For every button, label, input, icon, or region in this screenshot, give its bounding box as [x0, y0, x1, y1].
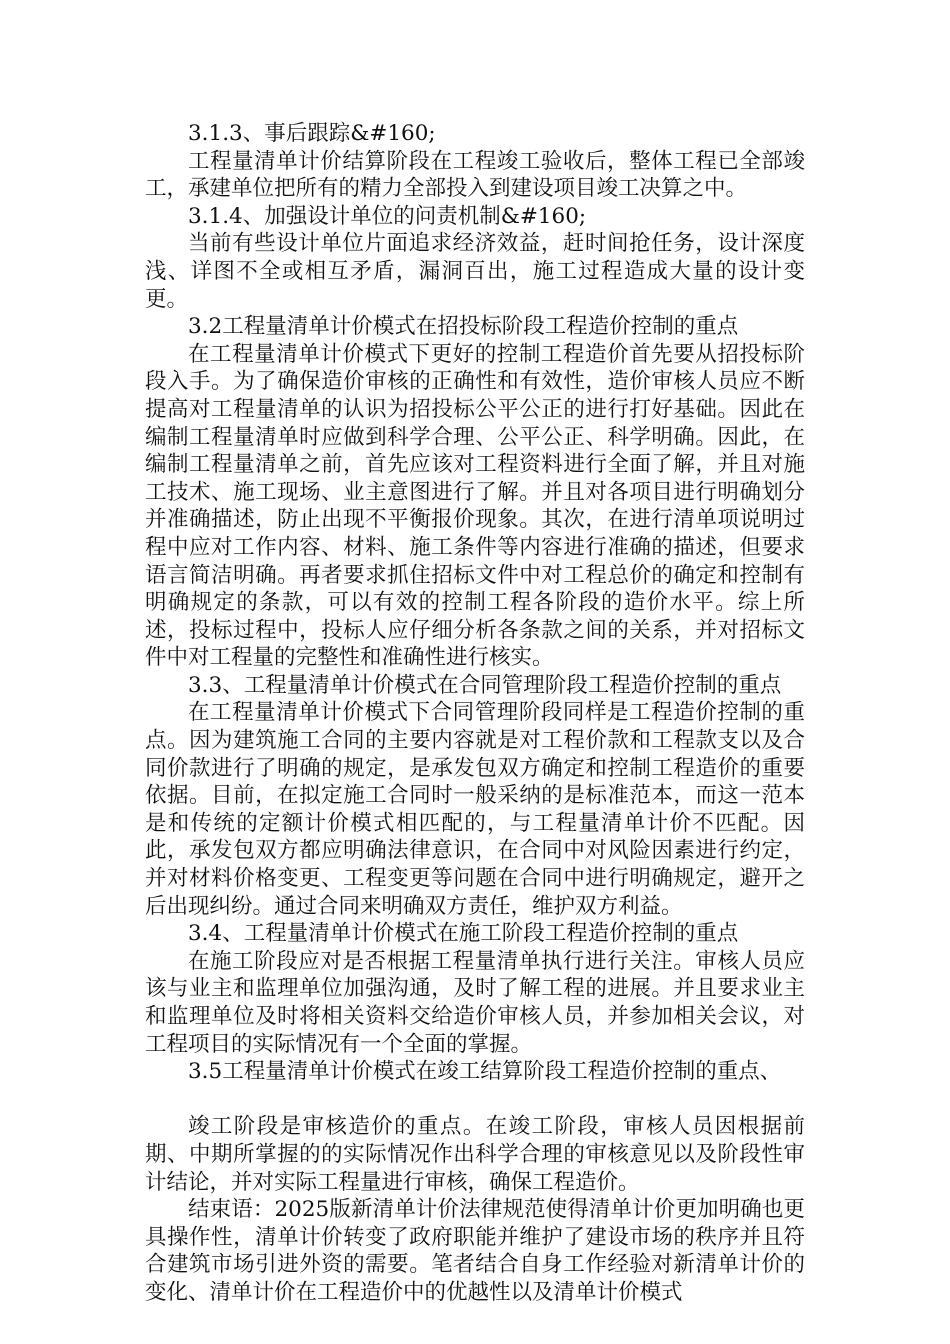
subheading-3-3: 3.3、工程量清单计价模式在合同管理阶段工程造价控制的重点 — [188, 672, 782, 698]
subheading-3-1-3: 3.1.3、事后跟踪&#160; — [188, 121, 436, 146]
blank-line — [145, 1086, 805, 1114]
document-body — [145, 120, 805, 1307]
subheading-3-5: 3.5工程量清单计价模式在竣工结算阶段工程造价控制的重点、 — [188, 1059, 782, 1085]
paragraph-construction: 在施工阶段应对是否根据工程量清单执行进行关注。审核人员应该与业主和监理单位加强沟通，及时了解工程的进展。并且要求业主和监理单位及时将相关资料交给造价审核人员，并参加相关会议，对工程项目的实际情况有一个全面的掌握。 — [145, 948, 805, 1057]
paragraph-completion: 竣工阶段是审核造价的重点。在竣工阶段，审核人员因根据前期、中期所掌握的的实际情况作出科学合理的审核意见以及阶段性审计结论，并对实际工程量进行审核，确保工程造价。 — [145, 1114, 805, 1195]
subheading-3-1-4: 3.1.4、加强设计单位的问责机制&#160; — [188, 203, 587, 229]
paragraph-contract: 在工程量清单计价模式下合同管理阶段同样是工程造价控制的重点。因为建筑施工合同的主要内容就是对工程价款和工程款支以及合同价款进行了明确的规定，是承发包双方确定和控制工程造价的重要依据。目前，在拟定施工合同时一般采纳的是标准范本，而这一范本是和传统的定额计价模式相匹配的，与工程量清单计价不匹配。因此，承发包双方都应明确法律意识，在合同中对风险因素进行约定，并对材料价格变更、工程变更等问题在合同中进行明确规定，避开之后出现纠纷。通过合同来明确双方责任，维护双方利益。 — [145, 700, 805, 919]
subheading-3-4: 3.4、工程量清单计价模式在施工阶段工程造价控制的重点 — [188, 921, 739, 947]
subheading-3-2: 3.2工程量清单计价模式在招投标阶段工程造价控制的重点 — [188, 314, 739, 340]
paragraph-settlement: 工程量清单计价结算阶段在工程竣工验收后，整体工程已全部竣工，承建单位把所有的精力全部投入到建设项目竣工决算之中。 — [145, 148, 805, 202]
paragraph-bidding: 在工程量清单计价模式下更好的控制工程造价首先要从招投标阶段入手。为了确保造价审核的正确性和有效性，造价审核人员应不断提高对工程量清单的认识为招投标公平公正的进行打好基础。因此在编制工程量清单时应做到科学合理、公平公正、科学明确。因此，在编制工程量清单之前，首先应该对工程资料进行全面了解，并且对施工技术、施工现场、业主意图进行了解。并且对各项目进行明确划分并准确描述，防止出现不平衡报价现象。其次，在进行清单项说明过程中应对工作内容、材料、施工条件等内容进行准确的描述，但要求语言简洁明确。再者要求抓住招标文件中对工程总价的确定和控制有明确规定的条款，可以有效的控制工程各阶段的造价水平。综上所述，投标过程中，投标人应仔细分析各条款之间的关系，并对招标文件中对工程量的完整性和准确性进行核实。 — [145, 341, 805, 671]
paragraph-design-units: 当前有些设计单位片面追求经济效益，赶时间抢任务，设计深度浅、详图不全或相互矛盾，漏洞百出，施工过程造成大量的设计变更。 — [145, 231, 805, 312]
paragraph-conclusion: 结束语：2025版新清单计价法律规范使得清单计价更加明确也更具操作性，清单计价转变了政府职能并维护了建设市场的秩序并且符合建筑市场引进外资的需要。笔者结合自身工作经验对新清单计价的变化、清单计价在工程造价中的优越性以及清单计价模式 — [145, 1197, 805, 1305]
